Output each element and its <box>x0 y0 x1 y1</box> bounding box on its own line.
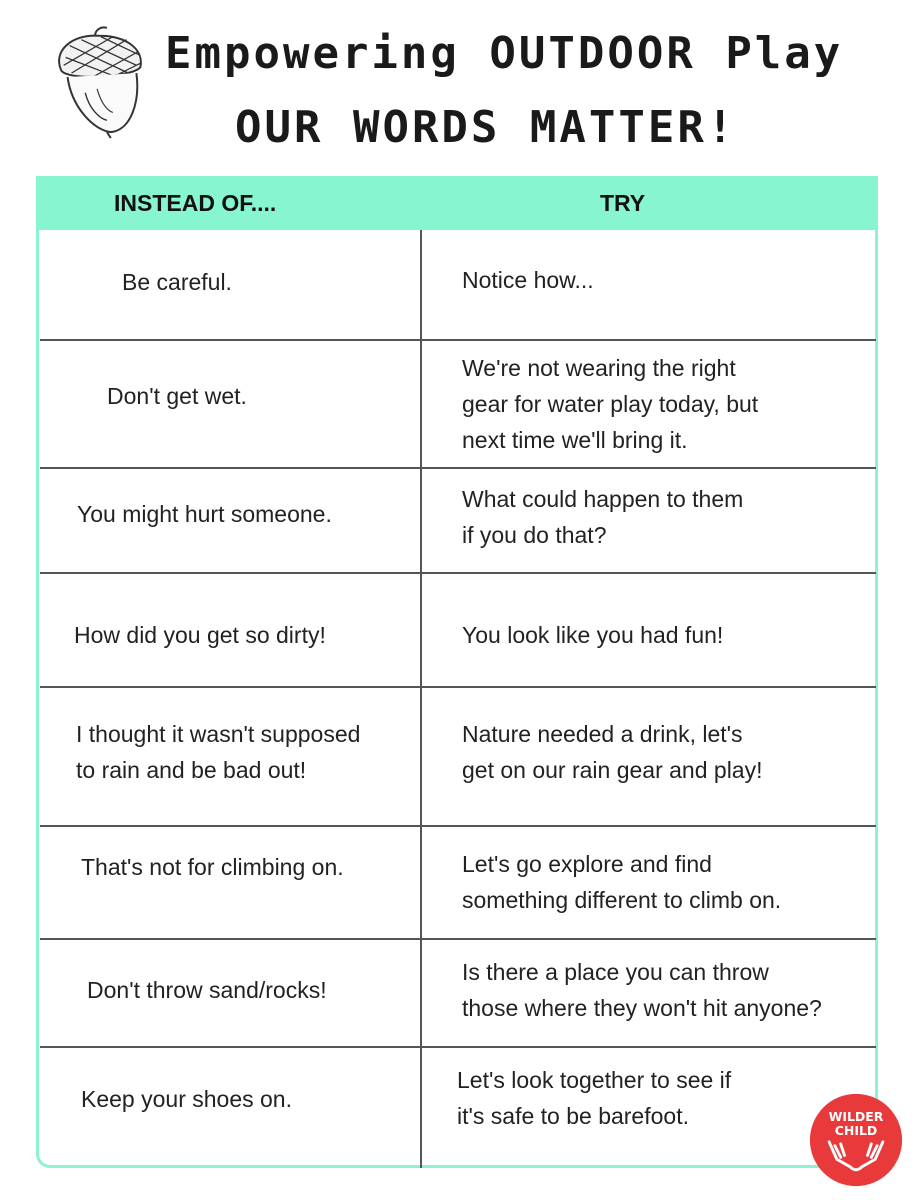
cell-line: if you do that? <box>462 522 607 548</box>
cell-line: I thought it wasn't supposed <box>76 721 361 747</box>
title-line-1: Empowering OUTDOOR Play <box>165 28 844 79</box>
cell-line: Nature needed a drink, let's <box>462 721 743 747</box>
cell-line: those where they won't hit anyone? <box>462 995 822 1021</box>
cell-line: You look like you had fun! <box>462 622 724 648</box>
try-cell <box>462 481 743 553</box>
cell-line: to rain and be bad out! <box>76 757 307 783</box>
try-cell <box>462 262 594 298</box>
try-cell <box>462 954 822 1026</box>
instead-cell <box>122 264 232 300</box>
instead-cell <box>74 617 326 653</box>
row-divider <box>40 572 876 574</box>
cell-line: Be careful. <box>122 269 232 295</box>
table-header <box>36 176 878 230</box>
instead-cell <box>81 1081 292 1117</box>
row-divider <box>40 339 876 341</box>
badge-line-2: CHILD <box>834 1123 878 1139</box>
cell-line: Keep your shoes on. <box>81 1086 292 1112</box>
cell-line: something different to climb on. <box>462 887 782 913</box>
cell-line: Notice how... <box>462 267 594 293</box>
instead-cell <box>107 378 247 414</box>
cell-line: next time we'll bring it. <box>462 427 688 453</box>
row-divider <box>40 686 876 688</box>
instead-cell <box>81 849 344 885</box>
column-divider <box>420 230 422 1168</box>
cell-line: That's not for climbing on. <box>81 854 344 880</box>
cell-line: Don't get wet. <box>107 383 247 409</box>
try-cell <box>462 350 758 458</box>
try-cell <box>457 1062 731 1134</box>
cell-line: We're not wearing the right <box>462 355 736 381</box>
instead-cell <box>76 716 360 788</box>
header-instead-of: INSTEAD OF.... <box>114 190 277 216</box>
title-line-2: OUR WORDS MATTER! <box>235 102 737 153</box>
cell-line: How did you get so dirty! <box>74 622 326 648</box>
cell-line: What could happen to them <box>462 486 744 512</box>
cell-line: You might hurt someone. <box>77 501 332 527</box>
row-divider <box>40 1046 876 1048</box>
try-cell <box>462 716 762 788</box>
cell-line: gear for water play today, but <box>462 391 759 417</box>
wilder-child-logo <box>808 1092 904 1188</box>
header-try: TRY <box>600 190 646 216</box>
badge-line-1: WILDER <box>828 1108 884 1124</box>
instead-cell <box>87 972 327 1008</box>
cell-line: Let's go explore and find <box>462 851 712 877</box>
try-cell <box>462 617 723 653</box>
row-divider <box>40 825 876 827</box>
row-divider <box>40 938 876 940</box>
cell-line: get on our rain gear and play! <box>462 757 763 783</box>
try-cell <box>462 846 781 918</box>
instead-cell <box>77 496 332 532</box>
cell-line: Let's look together to see if <box>457 1067 732 1093</box>
cell-line: Don't throw sand/rocks! <box>87 977 327 1003</box>
cell-line: Is there a place you can throw <box>462 959 769 985</box>
acorn-icon <box>42 22 160 140</box>
row-divider <box>40 467 876 469</box>
cell-line: it's safe to be barefoot. <box>457 1103 689 1129</box>
